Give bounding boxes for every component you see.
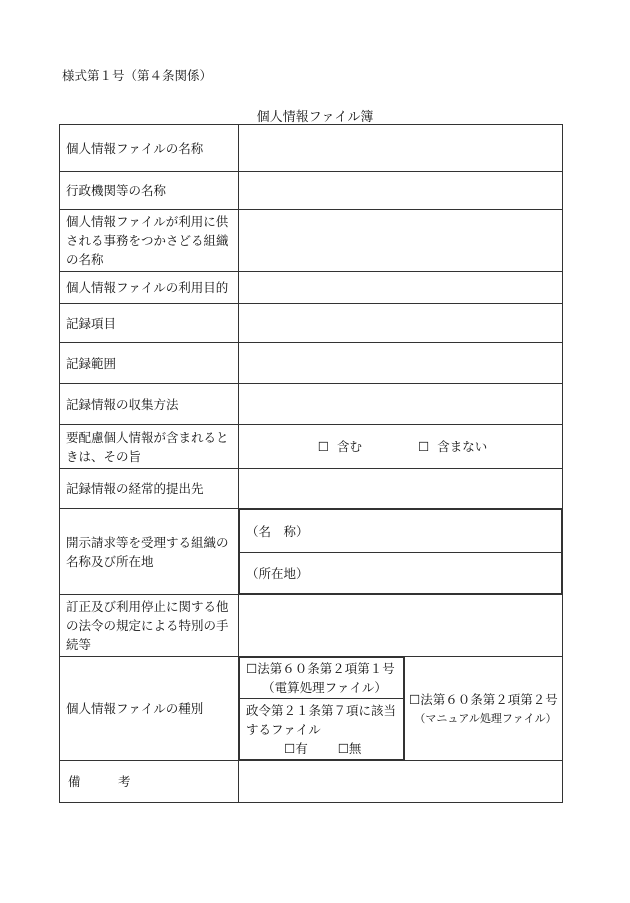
value-agency-name[interactable] — [239, 172, 563, 210]
row-file-name — [60, 125, 563, 172]
type2-line1: 法第６０条第２項第２号 — [420, 691, 558, 707]
value-correction[interactable] — [239, 595, 563, 657]
row-file-type — [60, 657, 563, 761]
type2-option — [409, 690, 562, 709]
label-organization-line2: される事務をつかさどる組織 — [66, 233, 229, 248]
row-purpose — [60, 272, 563, 304]
row-recipients — [60, 469, 563, 509]
row-sensitive-info — [60, 425, 563, 469]
value-organization[interactable] — [239, 210, 563, 272]
label-sensitive-line2: きは、その旨 — [66, 448, 142, 464]
row-record-scope — [60, 343, 563, 384]
row-remarks — [60, 761, 563, 803]
label-record-items: 記録項目 — [60, 304, 239, 343]
type1-question-line2: するファイル — [246, 721, 321, 737]
label-sensitive-line1: 要配慮個人情報が含まれると — [66, 429, 229, 445]
row-disclosure-org — [60, 509, 563, 595]
option-yes-label: 有 — [295, 740, 308, 756]
option-not-includes: 含まない — [437, 439, 488, 454]
row-organization — [60, 210, 563, 272]
document-title: 個人情報ファイル簿 — [256, 110, 374, 125]
value-record-items[interactable] — [239, 304, 563, 343]
row-record-items — [60, 304, 563, 343]
file-type-computer-subtable — [239, 657, 404, 760]
value-record-scope[interactable] — [239, 343, 563, 384]
value-remarks[interactable] — [239, 761, 563, 803]
label-recipients: 記録情報の経常的提出先 — [60, 469, 239, 509]
value-disclosure-org — [239, 509, 563, 595]
label-disclosure-line2: 名称及び所在地 — [66, 553, 154, 569]
row-agency-name — [60, 172, 563, 210]
label-correction-line3: 続等 — [66, 637, 92, 652]
option-includes: 含む — [337, 439, 363, 454]
file-type-manual — [405, 657, 563, 761]
label-file-name: 個人情報ファイルの名称 — [60, 125, 239, 172]
label-sensitive-info — [60, 425, 239, 469]
label-remarks: 備 考 — [60, 761, 239, 803]
register-table — [59, 124, 563, 803]
type2-line2: （マニュアル処理ファイル） — [414, 711, 557, 725]
value-collection-method[interactable] — [239, 384, 563, 425]
value-sensitive-info — [239, 425, 563, 469]
label-organization-line3: の名称 — [66, 252, 104, 267]
checkbox-icon[interactable]: ☐ — [337, 740, 349, 756]
label-organization — [60, 210, 239, 272]
type1-line2: （電算処理ファイル） — [262, 680, 387, 695]
value-file-name[interactable] — [239, 125, 563, 172]
label-organization-line1: 個人情報ファイルが利用に供 — [66, 214, 229, 229]
file-type-computer — [239, 657, 405, 761]
value-purpose[interactable] — [239, 272, 563, 304]
label-purpose: 個人情報ファイルの利用目的 — [60, 272, 239, 304]
type1-question-line1: 政令第２１条第７項に該当 — [246, 702, 397, 718]
label-disclosure-line1: 開示請求等を受理する組織の — [66, 534, 229, 550]
value-recipients[interactable] — [239, 469, 563, 509]
type1-option — [246, 659, 403, 678]
type1-line1: 法第６０条第２項第１号 — [257, 661, 395, 676]
label-disclosure-org — [60, 509, 239, 595]
row-correction — [60, 595, 563, 657]
label-correction-line1: 訂正及び利用停止に関する他 — [66, 599, 229, 614]
row-collection-method — [60, 384, 563, 425]
label-agency-name: 行政機関等の名称 — [60, 172, 239, 210]
label-collection-method: 記録情報の収集方法 — [60, 384, 239, 425]
disclosure-address-field[interactable]: （所在地） — [240, 553, 562, 594]
label-record-scope: 記録範囲 — [60, 343, 239, 384]
option-no-label: 無 — [348, 740, 362, 756]
checkbox-icon[interactable]: ☐ — [417, 439, 430, 454]
checkbox-icon[interactable]: ☐ — [284, 740, 296, 756]
label-file-type: 個人情報ファイルの種別 — [60, 657, 239, 761]
checkbox-icon[interactable]: ☐ — [409, 691, 421, 707]
type1-yes-no — [246, 739, 403, 758]
label-correction-line2: の法令の規定による特別の手 — [66, 618, 229, 633]
label-correction — [60, 595, 239, 657]
checkbox-icon[interactable]: ☐ — [317, 439, 330, 454]
disclosure-name-field[interactable]: （名 称） — [240, 510, 562, 553]
checkbox-icon[interactable]: ☐ — [246, 661, 258, 676]
form-reference: 様式第１号（第４条関係） — [62, 68, 213, 83]
disclosure-subtable — [239, 509, 562, 594]
